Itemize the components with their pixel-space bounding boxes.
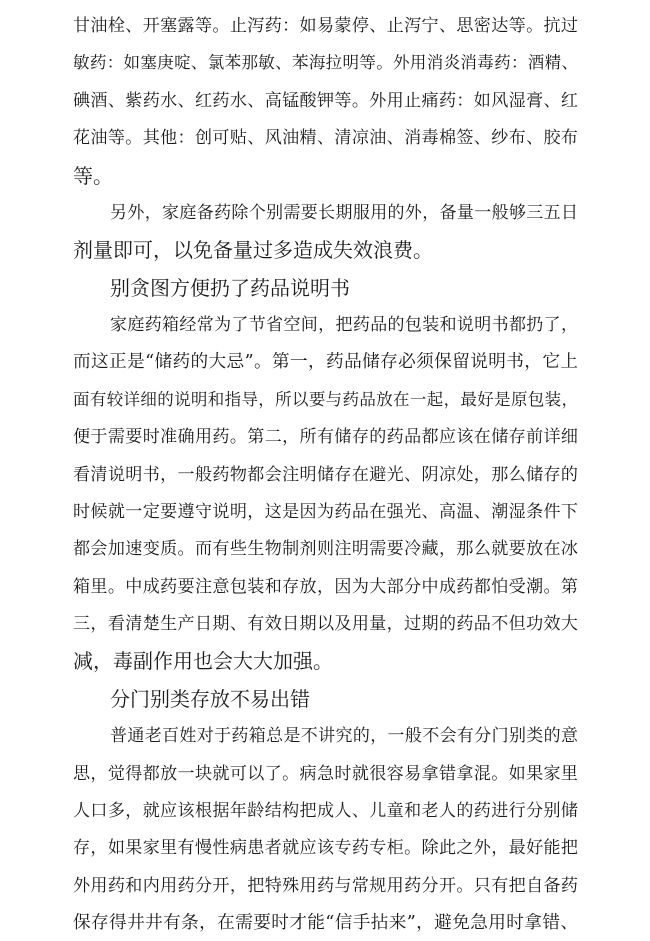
text-line: 箱里。中成药要注意包装和存放，因为大部分中成药都怕受潮。第 — [73, 577, 578, 597]
text-line: 面有较详细的说明和指导，所以要与药品放在一起，最好是原包装， — [73, 390, 578, 409]
text-line: 存，如果家里有慢性病患者就应该专药专柜。除此之外，最好能把 — [73, 838, 578, 858]
text-line: 普通老百姓对于药箱总是不讲究的，一般不会有分门别类的意 — [110, 726, 578, 746]
text-line: 家庭药箱经常为了节省空间，把药品的包装和说明书都扔了， — [110, 315, 578, 335]
text-line: 而这正是“储药的大忌”。第一，药品储存必须保留说明书，它上 — [73, 352, 578, 372]
text-line: 看清说明书，一般药物都会注明储存在避光、阴凉处，那么储存的 — [73, 465, 578, 485]
text-line: 另外，家庭备药除个别需要长期服用的外，备量一般够三五日 — [110, 203, 578, 223]
text-line: 思，觉得都放一块就可以了。病急时就很容易拿错拿混。如果家里 — [73, 764, 578, 784]
text-line: 碘酒、紫药水、红药水、高锰酸钾等。外用止痛药：如风湿膏、红 — [73, 91, 578, 111]
text-line: 时候就一定要遵守说明，这是因为药品在强光、高温、潮湿条件下 — [73, 502, 578, 522]
text-line: 等。 — [73, 164, 113, 188]
text-line: 花油等。其他：创可贴、风油精、清凉油、消毒棉签、纱布、胶布 — [73, 128, 578, 148]
text-line: 敏药：如塞庚啶、氯苯那敏、苯海拉明等。外用消炎消毒药：酒精、 — [73, 53, 578, 72]
section-heading: 别贪图方便扔了药品说明书 — [110, 276, 350, 300]
text-line: 剂量即可，以免备量过多造成失效浪费。 — [73, 238, 433, 262]
section-heading: 分门别类存放不易出错 — [110, 687, 310, 711]
text-line: 人口多，就应该根据年龄结构把成人、儿童和老人的药进行分别储 — [73, 801, 578, 821]
text-line: 甘油栓、开塞露等。止泻药：如易蒙停、止泻宁、思密达等。抗过 — [73, 16, 578, 36]
text-line: 都会加速变质。而有些生物制剂则注明需要冷藏，那么就要放在冰 — [73, 539, 578, 559]
text-line: 保存得井井有条，在需要时才能“信手拈来”，避免急用时拿错、 — [73, 913, 578, 933]
text-line: 三，看清楚生产日期、有效日期以及用量，过期的药品不但功效大 — [73, 614, 578, 634]
text-line: 便于需要时准确用药。第二，所有储存的药品都应该在储存前详细 — [73, 427, 578, 447]
text-line: 减，毒副作用也会大大加强。 — [73, 649, 333, 673]
text-line: 外用药和内用药分开，把特殊用药与常规用药分开。只有把自备药 — [73, 876, 578, 896]
